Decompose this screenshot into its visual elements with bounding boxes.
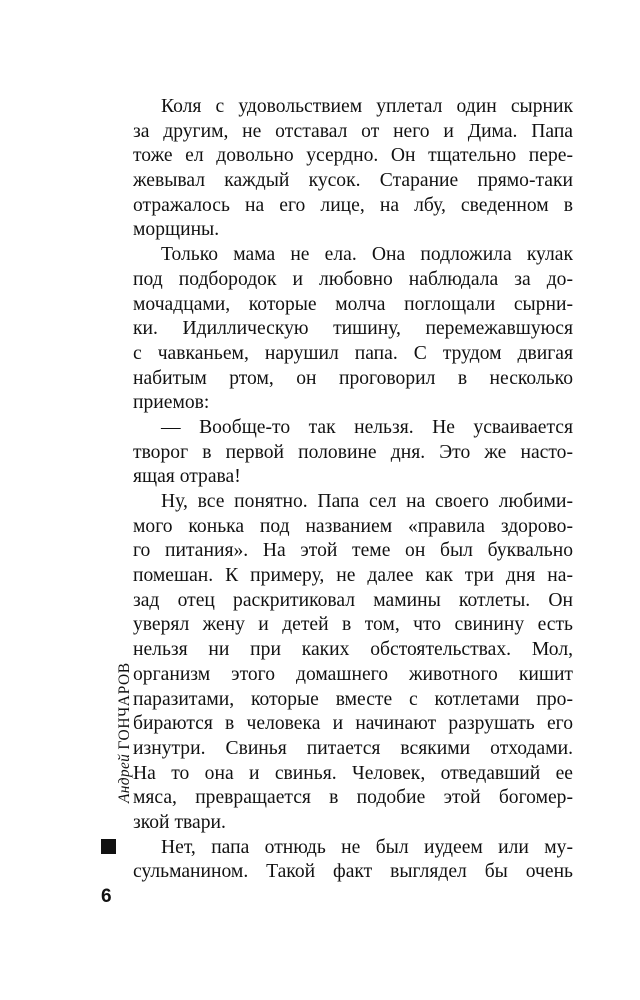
page-number: 6 bbox=[101, 886, 112, 907]
text-line: На то она и свинья. Человек, отведавший ее bbox=[133, 762, 573, 784]
text-line: зад отец раскритиковал мамины котлеты. Он bbox=[133, 589, 573, 611]
text-line: морщины. bbox=[133, 219, 220, 241]
text-line: ящая отрава! bbox=[133, 466, 241, 488]
text-line: Нет, папа отнюдь не был иудеем или му- bbox=[161, 836, 573, 858]
text-line: уверял жену и детей в том, что свинину есть bbox=[133, 614, 573, 636]
body-text bbox=[133, 95, 573, 885]
text-line: — Вообще-то так нельзя. Не усваивается bbox=[161, 416, 573, 438]
text-line: мочадцами, которые молча поглощали сырни- bbox=[133, 293, 573, 315]
text-line: зкой твари. bbox=[133, 811, 226, 833]
text-line: бираются в человека и начинают разрушать его bbox=[133, 713, 573, 735]
text-line: мого конька под названием «правила здорово- bbox=[133, 515, 573, 537]
running-head-author bbox=[116, 662, 134, 803]
text-line: помешан. К примеру, не далее как три дня на- bbox=[133, 565, 573, 587]
text-line: изнутри. Свинья питается всякими отходами. bbox=[133, 737, 573, 759]
author-first-name: Андрей bbox=[116, 753, 133, 803]
text-line: творог в первой половине дня. Это же насто- bbox=[133, 441, 573, 463]
text-line: нельзя ни при каких обстоятельствах. Мол, bbox=[133, 639, 573, 661]
text-line: ки. Идиллическую тишину, перемежавшуюся bbox=[133, 318, 573, 340]
text-line: Коля с удовольствием уплетал один сырник bbox=[161, 96, 573, 117]
text-line: жевывал каждый кусок. Старание прямо-таки bbox=[133, 170, 573, 192]
text-line: набитым ртом, он проговорил в несколько bbox=[133, 367, 573, 389]
text-line: го питания». На этой теме он был буквально bbox=[133, 540, 573, 562]
text-line: Только мама не ела. Она подложила кулак bbox=[161, 244, 573, 266]
text-line: за другим, не отставал от него и Дима. Папа bbox=[133, 120, 573, 142]
text-line: организм этого домашнего животного кишит bbox=[133, 663, 573, 685]
author-surname: ГОНЧАРОВ bbox=[116, 662, 133, 750]
text-line: отражалось на его лице, на лбу, сведенном в bbox=[133, 194, 573, 216]
text-line: под подбородок и любовно наблюдала за до- bbox=[133, 268, 573, 290]
text-line: приемов: bbox=[133, 392, 210, 414]
text-line: с чавканьем, нарушил папа. С трудом двигая bbox=[133, 342, 573, 364]
text-line: паразитами, которые вместе с котлетами про- bbox=[133, 688, 573, 710]
text-line: мяса, превращается в подобие этой богомер- bbox=[133, 787, 573, 809]
text-line: Ну, все понятно. Папа сел на своего любими- bbox=[161, 491, 573, 512]
square-marker-icon bbox=[101, 839, 116, 854]
text-line: сульманином. Такой факт выглядел бы очень bbox=[133, 861, 573, 883]
text-line: тоже ел довольно усердно. Он тщательно пере- bbox=[133, 145, 573, 167]
